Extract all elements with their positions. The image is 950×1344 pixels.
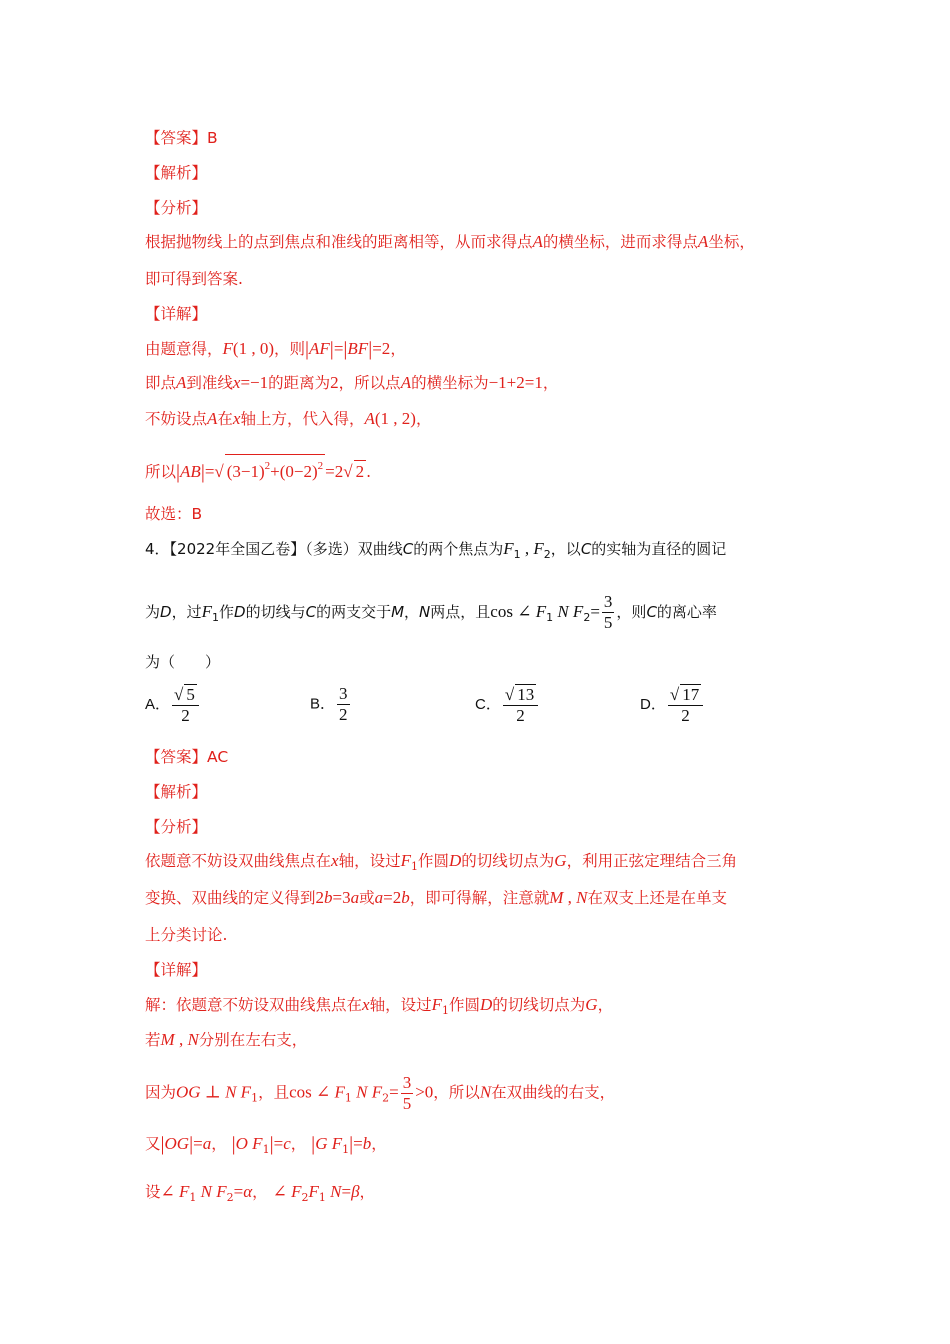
option-a[interactable]: A． $\frac{√ 5}{2}$: [145, 684, 201, 726]
q4-options: [145, 684, 845, 732]
q3-detail-line-4: 所以|AB|=√ $(3-1)^2+(0-2)^2 =2√$ 2 .: [145, 454, 371, 483]
question-source: 【2022年全国乙卷】: [169, 540, 306, 558]
q4-analysis-line-2: 变换、双曲线的定义得到2b=3a或a=2b，即可得解，注意就M , N在双支上还是在单支: [145, 888, 728, 907]
q4-analysis-line-3: 上分类讨论.: [145, 926, 228, 944]
option-d[interactable]: D． $\frac{√ 17}{2}$: [640, 684, 705, 726]
q4-fenxi: 【分析】: [145, 818, 208, 836]
q4-stem-line-1: 4．【2022年全国乙卷】（多选）双曲线C的两个焦点为$F_1$ , $F_2$，以C的实轴为直径的圆记: [145, 539, 727, 561]
question-number: 4．: [145, 540, 170, 558]
answer-line-q4: 【答案】AC: [145, 748, 229, 766]
answer-label: 【答案】: [145, 129, 208, 147]
q4-xiangjie: 【详解】: [145, 961, 208, 979]
q3-choose: 故选：B: [145, 505, 203, 523]
q4-solution-line-3: 因为OG ⊥ N $F_1$，且cos ∠ $F_1$ N $F_2=$ $\frac{3}{5}$ >0，所以N在双曲线的右支，: [145, 1073, 616, 1113]
q3-analysis-line-2: 即可得到答案.: [145, 270, 243, 288]
fenxi-heading: 【分析】: [145, 199, 208, 217]
answer-value: B: [207, 129, 218, 147]
analysis-heading: 【解析】: [145, 164, 208, 182]
q4-solution-line-1: 解：依题意不妨设双曲线焦点在x轴，设过$F_1$作圆D的切线切点为G，: [145, 995, 614, 1017]
q4-solution-line-2: 若M , N分别在左右支，: [145, 1030, 308, 1049]
option-c[interactable]: C． $\frac{√ 13}{2}$: [475, 684, 540, 726]
option-b[interactable]: B． $\frac{3}{2}$: [310, 684, 348, 724]
q4-analysis-line-1: 依题意不妨设双曲线焦点在x轴，设过$F_1$作圆D的切线切点为G，利用正弦定理结合三角: [145, 851, 738, 873]
q4-jiexi: 【解析】: [145, 783, 208, 801]
q3-analysis-line-1: 根据抛物线上的点到焦点和准线的距离相等，从而求得点A的横坐标，进而求得点A坐标，: [145, 232, 755, 251]
q4-solution-line-5: 设∠ $F_1$ N $F_2=\alpha$， ∠ $F_2F_1$ N=β，: [145, 1182, 376, 1204]
q3-detail-line-2: 即点A到准线x=−1的距离为2，所以点A的横坐标为−1+2=1，: [145, 373, 559, 392]
q4-stem-line-3: 为（ ）: [145, 653, 221, 671]
q3-detail-line-1: 由题意得，F(1 , 0)，则|AF|=|BF|=2，: [145, 338, 406, 360]
q3-detail-line-3: 不妨设点A在x轴上方，代入得，A(1 , 2)，: [145, 409, 432, 428]
q4-stem-line-2: 为D，过$F_1$作D的切线与C的两支交于M，N两点，且cos ∠ $F_1$ N $F_2=$ $\frac{3}{5}$ ，则C的离心率: [145, 592, 717, 632]
xiangjie-heading: 【详解】: [145, 305, 208, 323]
answer-line-q3: [145, 127, 218, 149]
q4-solution-line-4: 又|OG|=a， |O $F_1|=c$， |G $F_1|=b$，: [145, 1133, 387, 1156]
